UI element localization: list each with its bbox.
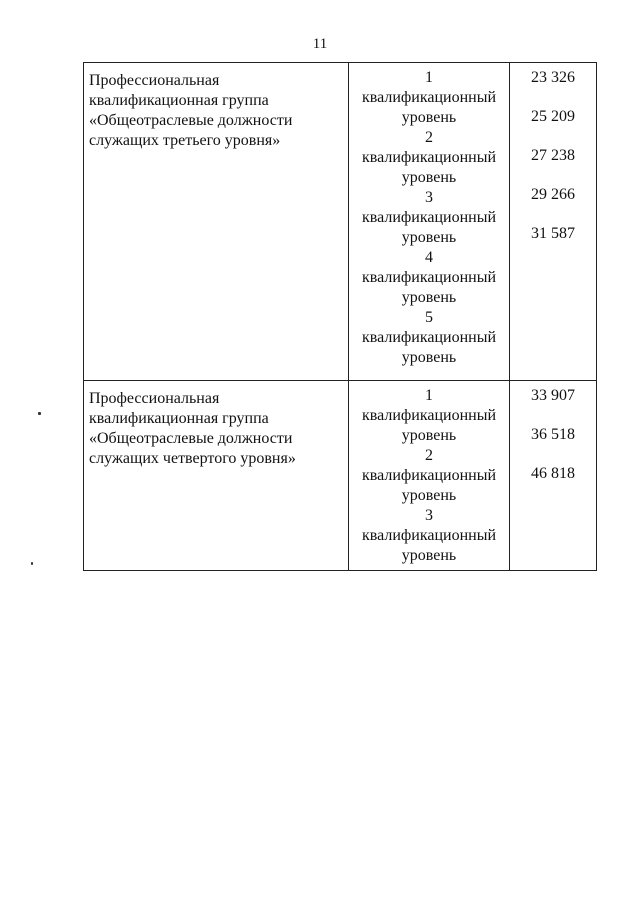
group-name-line: «Общеотраслевые должности xyxy=(89,112,293,129)
level-word: квалификационный xyxy=(361,329,497,346)
level-number: 2 xyxy=(425,129,433,146)
level-number: 1 xyxy=(425,387,433,404)
level-number: 3 xyxy=(425,507,433,524)
group-name-line: квалификационная группа xyxy=(89,92,269,109)
group-name-cell xyxy=(84,381,349,571)
levels-cell xyxy=(349,63,510,381)
level-entry xyxy=(349,446,509,506)
group-name-line: служащих четвертого уровня» xyxy=(89,450,296,467)
salary-value: 27 238 xyxy=(531,147,575,164)
level-word: уровень xyxy=(401,289,457,306)
salary-value: 23 326 xyxy=(531,69,575,86)
salary-value: 31 587 xyxy=(531,225,575,242)
level-word: уровень xyxy=(401,547,457,564)
level-word: квалификационный xyxy=(361,527,497,544)
group-name-line: «Общеотраслевые должности xyxy=(89,430,293,447)
level-word: уровень xyxy=(401,229,457,246)
level-entry xyxy=(349,188,509,248)
level-entry xyxy=(349,128,509,188)
level-entry xyxy=(349,68,509,128)
level-word: квалификационный xyxy=(361,407,497,424)
group-name-cell xyxy=(84,63,349,381)
scan-speck xyxy=(31,562,33,565)
level-word: квалификационный xyxy=(361,269,497,286)
page-number: 11 xyxy=(312,36,328,52)
level-entry xyxy=(349,248,509,308)
group-name-line: Профессиональная xyxy=(89,72,220,89)
salary-cell xyxy=(510,63,597,381)
level-number: 2 xyxy=(425,447,433,464)
scan-speck xyxy=(38,412,41,415)
level-number: 1 xyxy=(425,69,433,86)
salary-cell xyxy=(510,381,597,571)
salary-value: 36 518 xyxy=(531,426,575,443)
level-word: уровень xyxy=(401,109,457,126)
table-row xyxy=(84,63,597,381)
level-word: уровень xyxy=(401,487,457,504)
level-number: 3 xyxy=(425,189,433,206)
salary-value: 46 818 xyxy=(531,465,575,482)
group-name-line: служащих третьего уровня» xyxy=(89,132,281,149)
level-number: 5 xyxy=(425,309,433,326)
group-name-line: Профессиональная xyxy=(89,390,220,407)
group-name-line: квалификационная группа xyxy=(89,410,269,427)
salary-value: 33 907 xyxy=(531,387,575,404)
level-word: квалификационный xyxy=(361,89,497,106)
level-entry xyxy=(349,308,509,368)
levels-cell xyxy=(349,381,510,571)
level-number: 4 xyxy=(425,249,433,266)
level-entry xyxy=(349,506,509,566)
salary-value: 25 209 xyxy=(531,108,575,125)
level-word: квалификационный xyxy=(361,467,497,484)
level-word: уровень xyxy=(401,427,457,444)
level-word: квалификационный xyxy=(361,209,497,226)
table-row xyxy=(84,381,597,571)
level-entry xyxy=(349,386,509,446)
salary-table xyxy=(83,62,597,571)
level-word: уровень xyxy=(401,169,457,186)
level-word: квалификационный xyxy=(361,149,497,166)
salary-value: 29 266 xyxy=(531,186,575,203)
level-word: уровень xyxy=(401,349,457,366)
